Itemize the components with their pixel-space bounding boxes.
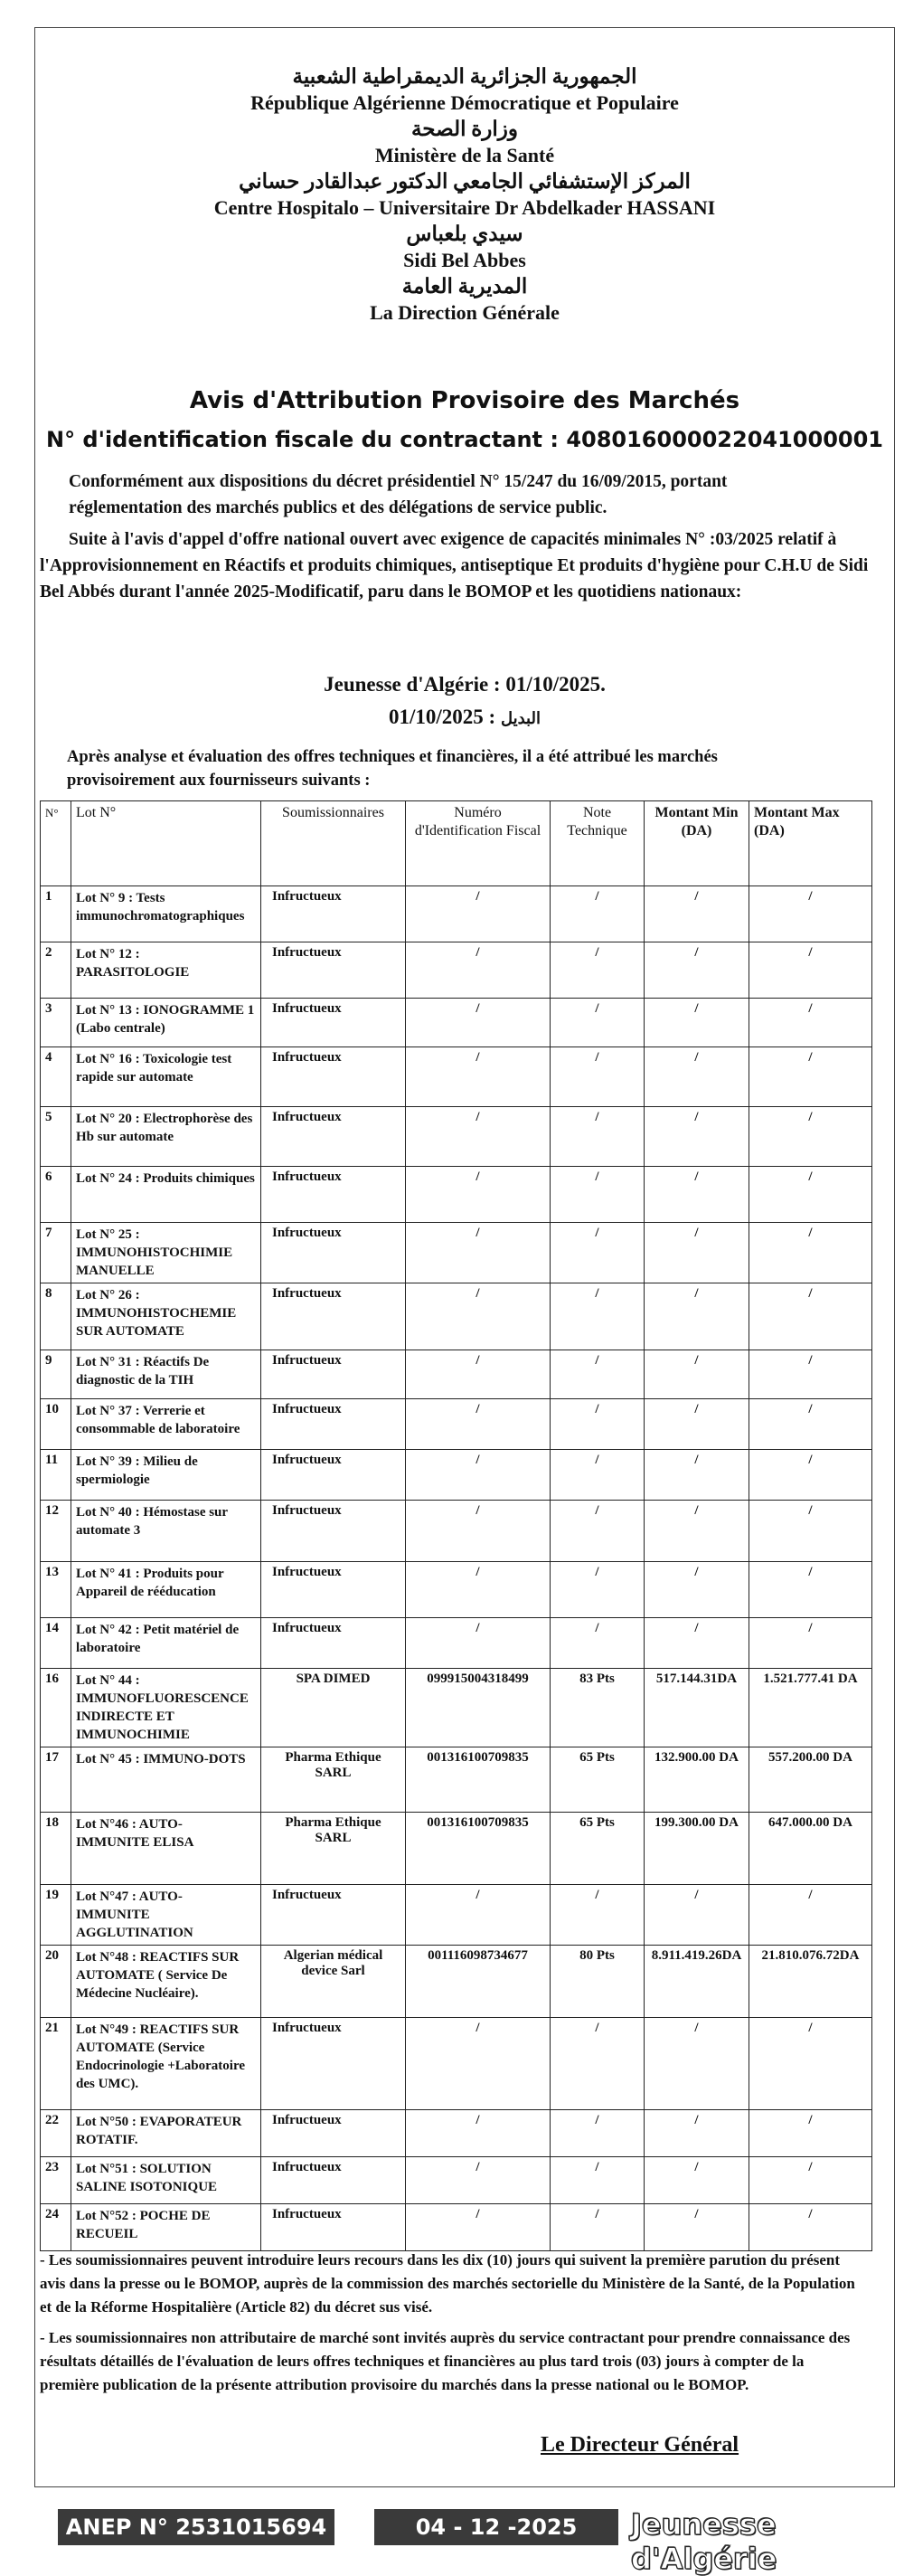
lot-name: Lot N° 37 : Verrerie et consommable de laboratoire	[71, 1399, 261, 1450]
notice-title: Avis d'Attribution Provisoire des Marchés	[189, 387, 740, 414]
table-row	[41, 1813, 872, 1885]
lot-name: Lot N°47 : AUTO-IMMUNITE AGGLUTINATION	[71, 1885, 261, 1946]
nif-number: /	[406, 2204, 551, 2251]
table-row	[41, 1501, 872, 1562]
bidder-name: SPA DIMED	[261, 1669, 406, 1747]
lot-name: Lot N° 45 : IMMUNO-DOTS	[71, 1747, 261, 1813]
bidder-name: Infructueux	[261, 1167, 406, 1223]
header-soumissionnaires: Soumissionnaires	[261, 801, 406, 886]
nif-line	[34, 427, 895, 452]
lots-table	[40, 800, 872, 2251]
lots-table-body	[41, 886, 872, 2251]
technical-note: /	[551, 1223, 645, 1283]
row-number: 6	[41, 1167, 71, 1223]
row-number: 1	[41, 886, 71, 942]
signature: Le Directeur Général	[541, 2433, 739, 2457]
technical-note: /	[551, 1501, 645, 1562]
row-number: 18	[41, 1813, 71, 1885]
city-fr: Sidi Bel Abbes	[403, 249, 526, 271]
direction-ar: المديرية العامة	[401, 275, 528, 298]
amount-min: /	[645, 942, 749, 999]
technical-note: 65 Pts	[551, 1747, 645, 1813]
amount-min: /	[645, 1618, 749, 1669]
lot-name: Lot N°52 : POCHE DE RECUEIL	[71, 2204, 261, 2251]
row-number: 10	[41, 1399, 71, 1450]
bidder-name: Infructueux	[261, 1562, 406, 1618]
technical-note: /	[551, 1885, 645, 1946]
footer-note-1: - Les soumissionnaires peuvent introduire leurs recours dans les dix (10) jours qui suivent la première parution du présent avis dans la presse ou le BOMOP, auprès de la commission des marchés sectorielle du Ministère de la Santé, de la Population et de la Réforme Hospitalière (Article 82) du décret sus visé.	[40, 2251, 855, 2316]
lot-name: Lot N°46 : AUTO-IMMUNITE ELISA	[71, 1813, 261, 1885]
table-row	[41, 1107, 872, 1167]
amount-min: 132.900.00 DA	[645, 1747, 749, 1813]
amount-min: 199.300.00 DA	[645, 1813, 749, 1885]
amount-min: 8.911.419.26DA	[645, 1946, 749, 2018]
table-row	[41, 1669, 872, 1747]
row-number: 14	[41, 1618, 71, 1669]
table-row	[41, 1399, 872, 1450]
lot-name: Lot N°49 : REACTIFS SUR AUTOMATE (Service Endocrinologie +Laboratoire des UMC).	[71, 2018, 261, 2110]
nif-number: /	[406, 942, 551, 999]
amount-min: /	[645, 2110, 749, 2157]
bidder-name: Infructueux	[261, 1618, 406, 1669]
lot-name: Lot N° 20 : Electrophorèse des Hb sur automate	[71, 1107, 261, 1167]
table-row	[41, 1167, 872, 1223]
award-paragraph: Après analyse et évaluation des offres techniques et financières, il a été attribué les marchés provisoirement aux fournisseurs suivants :	[67, 748, 718, 790]
table-row	[41, 1562, 872, 1618]
nif-number: /	[406, 1167, 551, 1223]
row-number: 13	[41, 1562, 71, 1618]
nif-number: /	[406, 1047, 551, 1107]
row-number: 9	[41, 1350, 71, 1399]
table-row	[41, 1283, 872, 1350]
row-number: 19	[41, 1885, 71, 1946]
publication-2-date: : 01/10/2025	[389, 706, 496, 728]
row-number: 7	[41, 1223, 71, 1283]
row-number: 24	[41, 2204, 71, 2251]
table-row	[41, 1047, 872, 1107]
nif-number: /	[406, 2018, 551, 2110]
nif-number: /	[406, 1223, 551, 1283]
amount-max: /	[749, 942, 872, 999]
lot-name: Lot N° 42 : Petit matériel de laboratoire	[71, 1618, 261, 1669]
lot-name: Lot N°50 : EVAPORATEUR ROTATIF.	[71, 2110, 261, 2157]
amount-min: 517.144.31DA	[645, 1669, 749, 1747]
amount-max: /	[749, 1399, 872, 1450]
technical-note: /	[551, 2018, 645, 2110]
amount-max: /	[749, 2157, 872, 2204]
amount-min: /	[645, 1885, 749, 1946]
direction-fr: La Direction Générale	[370, 301, 560, 324]
row-number: 5	[41, 1107, 71, 1167]
bidder-name: Infructueux	[261, 1501, 406, 1562]
amount-min: /	[645, 1399, 749, 1450]
row-number: 23	[41, 2157, 71, 2204]
amount-min: /	[645, 1223, 749, 1283]
republic-ar: الجمهورية الجزائرية الديمقراطية الشعبية	[292, 65, 637, 88]
amount-min: /	[645, 1562, 749, 1618]
nif-number: 099915004318499	[406, 1669, 551, 1747]
amount-max: /	[749, 1885, 872, 1946]
nif-label: N° d'identification fiscale du contractant :	[45, 427, 559, 452]
nif-number: /	[406, 1350, 551, 1399]
lot-name: Lot N° 9 : Tests immunochromatographiques	[71, 886, 261, 942]
table-row	[41, 1350, 872, 1399]
header-n: N°	[41, 801, 71, 886]
nif-number: 001116098734677	[406, 1946, 551, 2018]
lot-name: Lot N° 44 : IMMUNOFLUORESCENCE INDIRECTE ET IMMUNOCHIMIE	[71, 1669, 261, 1747]
technical-note: 83 Pts	[551, 1669, 645, 1747]
header	[34, 63, 895, 326]
row-number: 16	[41, 1669, 71, 1747]
nif-value: 408016000022041000001	[566, 427, 883, 452]
table-row	[41, 2204, 872, 2251]
amount-max: /	[749, 1450, 872, 1501]
row-number: 17	[41, 1747, 71, 1813]
amount-max: 21.810.076.72DA	[749, 1946, 872, 2018]
publication-date-badge: 04 - 12 -2025	[374, 2509, 618, 2545]
amount-max: /	[749, 2204, 872, 2251]
ministry-fr: Ministère de la Santé	[374, 144, 555, 166]
row-number: 11	[41, 1450, 71, 1501]
table-row	[41, 942, 872, 999]
city-ar: سيدي بلعباس	[406, 223, 523, 245]
technical-note: /	[551, 2204, 645, 2251]
amount-max: /	[749, 1283, 872, 1350]
technical-note: /	[551, 1047, 645, 1107]
bidder-name: Infructueux	[261, 2204, 406, 2251]
amount-min: /	[645, 999, 749, 1047]
technical-note: /	[551, 2157, 645, 2204]
technical-note: 80 Pts	[551, 1946, 645, 2018]
bidder-name: Infructueux	[261, 1350, 406, 1399]
bidder-name: Infructueux	[261, 942, 406, 999]
amount-min: /	[645, 1167, 749, 1223]
technical-note: /	[551, 1450, 645, 1501]
header-note: Note Technique	[551, 801, 645, 886]
lot-name: Lot N°51 : SOLUTION SALINE ISOTONIQUE	[71, 2157, 261, 2204]
table-row	[41, 1223, 872, 1283]
amount-min: /	[645, 1107, 749, 1167]
table-row	[41, 2157, 872, 2204]
bidder-name: Infructueux	[261, 1283, 406, 1350]
table-row	[41, 2110, 872, 2157]
row-number: 3	[41, 999, 71, 1047]
nif-number: /	[406, 1450, 551, 1501]
amount-min: /	[645, 1450, 749, 1501]
lot-name: Lot N° 40 : Hémostase sur automate 3	[71, 1501, 261, 1562]
amount-min: /	[645, 1501, 749, 1562]
nif-number: /	[406, 2157, 551, 2204]
amount-max: /	[749, 2110, 872, 2157]
row-number: 4	[41, 1047, 71, 1107]
bidder-name: Infructueux	[261, 886, 406, 942]
lot-name: Lot N° 24 : Produits chimiques	[71, 1167, 261, 1223]
center-fr: Centre Hospitalo – Universitaire Dr Abdelkader HASSANI	[213, 196, 716, 219]
header-max: Montant Max (DA)	[749, 801, 872, 886]
amount-max: /	[749, 1501, 872, 1562]
amount-max: /	[749, 1047, 872, 1107]
header-nif: Numéro d'Identification Fiscal	[406, 801, 551, 886]
amount-max: /	[749, 1562, 872, 1618]
lot-name: Lot N° 31 : Réactifs De diagnostic de la TIH	[71, 1350, 261, 1399]
table-row	[41, 1450, 872, 1501]
bidder-name: Infructueux	[261, 1223, 406, 1283]
nif-number: /	[406, 1885, 551, 1946]
technical-note: /	[551, 1167, 645, 1223]
technical-note: /	[551, 999, 645, 1047]
lot-name: Lot N° 41 : Produits pour Appareil de rééducation	[71, 1562, 261, 1618]
lot-name: Lot N° 16 : Toxicologie test rapide sur automate	[71, 1047, 261, 1107]
bidder-name: Infructueux	[261, 1399, 406, 1450]
amount-min: /	[645, 2204, 749, 2251]
amount-max: /	[749, 886, 872, 942]
table-row	[41, 1885, 872, 1946]
row-number: 21	[41, 2018, 71, 2110]
anep-badge: ANEP N° 2531015694	[58, 2509, 334, 2545]
nif-number: /	[406, 1562, 551, 1618]
header-lot: Lot N°	[71, 801, 261, 886]
row-number: 22	[41, 2110, 71, 2157]
amount-min: /	[645, 2157, 749, 2204]
nif-number: /	[406, 1399, 551, 1450]
table-row	[41, 999, 872, 1047]
amount-min: /	[645, 2018, 749, 2110]
table-row	[41, 2018, 872, 2110]
lot-name: Lot N° 39 : Milieu de spermiologie	[71, 1450, 261, 1501]
nif-number: 001316100709835	[406, 1747, 551, 1813]
publication-2	[34, 706, 895, 729]
row-number: 8	[41, 1283, 71, 1350]
nif-number: /	[406, 1618, 551, 1669]
amount-min: /	[645, 1350, 749, 1399]
nif-number: /	[406, 2110, 551, 2157]
center-ar: المركز الإستشفائي الجامعي الدكتور عبدالقادر حساني	[239, 170, 691, 193]
bidder-name: Algerian médical device Sarl	[261, 1946, 406, 2018]
bidder-name: Infructueux	[261, 2110, 406, 2157]
bidder-name: Infructueux	[261, 999, 406, 1047]
bidder-name: Infructueux	[261, 1047, 406, 1107]
amount-max: 1.521.777.41 DA	[749, 1669, 872, 1747]
row-number: 12	[41, 1501, 71, 1562]
lot-name: Lot N° 13 : IONOGRAMME 1 (Labo centrale)	[71, 999, 261, 1047]
notice-paragraph: Suite à l'avis d'appel d'offre national ouvert avec exigence de capacités minimales N° :03/2025 relatif à l'Approvisionnement en Réactifs et produits chimiques, antiseptique Et produits d'hygiène pour C.H.U de Sidi Bel Abbés durant l'année 2025-Modificatif, paru dans le BOMOP et les quotidiens nationaux:	[40, 530, 869, 601]
nif-number: /	[406, 999, 551, 1047]
amount-max: /	[749, 1618, 872, 1669]
amount-max: /	[749, 1350, 872, 1399]
footer-note-2: - Les soumissionnaires non attributaire de marché sont invités auprès du service contractant pour prendre connaissance des résultats détaillés de l'évaluation de leurs offres techniques et financières au plus tard trois (03) jours à compter de la première publication de la présente attribution provisoire du marchés dans la presse national ou le BOMOP.	[40, 2329, 851, 2393]
amount-max: 557.200.00 DA	[749, 1747, 872, 1813]
technical-note: /	[551, 886, 645, 942]
table-row	[41, 1747, 872, 1813]
amount-max: /	[749, 1107, 872, 1167]
amount-max: /	[749, 999, 872, 1047]
amount-min: /	[645, 1047, 749, 1107]
nif-number: 001316100709835	[406, 1813, 551, 1885]
amount-max: /	[749, 1167, 872, 1223]
lot-name: Lot N° 25 : IMMUNOHISTOCHIMIE MANUELLE	[71, 1223, 261, 1283]
publication-2-ar: البديل	[500, 709, 541, 727]
technical-note: /	[551, 1399, 645, 1450]
technical-note: /	[551, 1618, 645, 1669]
header-min: Montant Min (DA)	[645, 801, 749, 886]
amount-max: /	[749, 2018, 872, 2110]
technical-note: 65 Pts	[551, 1813, 645, 1885]
bidder-name: Infructueux	[261, 2157, 406, 2204]
nif-number: /	[406, 1501, 551, 1562]
technical-note: /	[551, 1350, 645, 1399]
nif-number: /	[406, 1107, 551, 1167]
table-row	[41, 1946, 872, 2018]
technical-note: /	[551, 1562, 645, 1618]
journal-logo: Jeunesse d'Algérie	[631, 2507, 777, 2576]
technical-note: /	[551, 1107, 645, 1167]
row-number: 2	[41, 942, 71, 999]
bidder-name: Infructueux	[261, 1885, 406, 1946]
republic-fr: République Algérienne Démocratique et Populaire	[250, 91, 679, 114]
lot-name: Lot N° 26 : IMMUNOHISTOCHEMIE SUR AUTOMATE	[71, 1283, 261, 1350]
lot-name: Lot N° 12 : PARASITOLOGIE	[71, 942, 261, 999]
technical-note: /	[551, 1283, 645, 1350]
amount-max: 647.000.00 DA	[749, 1813, 872, 1885]
bidder-name: Infructueux	[261, 2018, 406, 2110]
lot-name: Lot N°48 : REACTIFS SUR AUTOMATE ( Service De Médecine Nucléaire).	[71, 1946, 261, 2018]
technical-note: /	[551, 942, 645, 999]
intro-paragraph: Conformément aux dispositions du décret présidentiel N° 15/247 du 16/09/2015, portant réglementation des marchés publics et des délégations de service public.	[69, 472, 728, 517]
bidder-name: Pharma Ethique SARL	[261, 1747, 406, 1813]
row-number: 20	[41, 1946, 71, 2018]
amount-min: /	[645, 886, 749, 942]
amount-min: /	[645, 1283, 749, 1350]
bidder-name: Infructueux	[261, 1450, 406, 1501]
amount-max: /	[749, 1223, 872, 1283]
publication-1: Jeunesse d'Algérie : 01/10/2025.	[324, 673, 606, 696]
nif-number: /	[406, 886, 551, 942]
table-row	[41, 1618, 872, 1669]
table-row	[41, 886, 872, 942]
technical-note: /	[551, 2110, 645, 2157]
bidder-name: Infructueux	[261, 1107, 406, 1167]
nif-number: /	[406, 1283, 551, 1350]
bidder-name: Pharma Ethique SARL	[261, 1813, 406, 1885]
ministry-ar: وزارة الصحة	[410, 118, 519, 140]
